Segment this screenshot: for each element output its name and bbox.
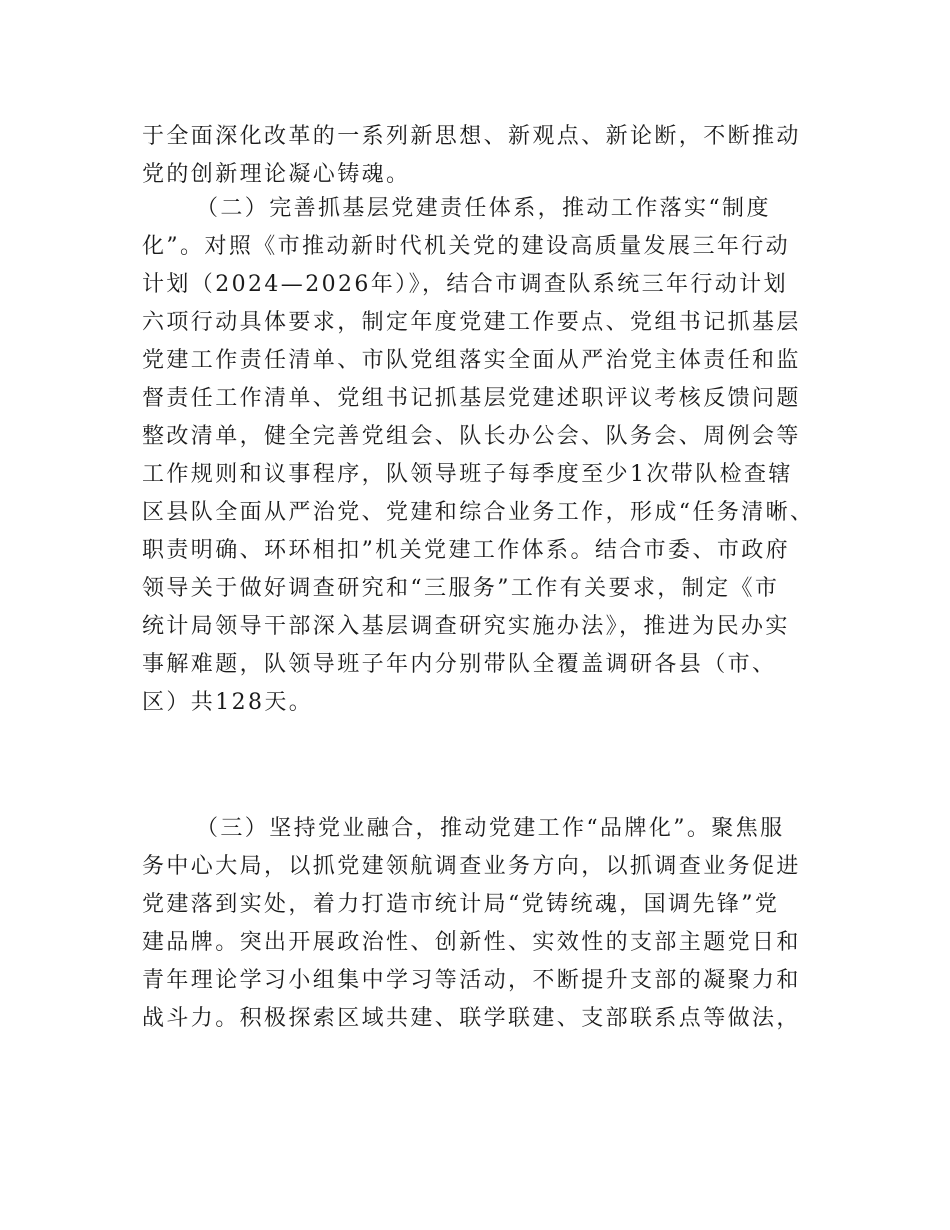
paragraph-section-three <box>142 810 822 1038</box>
paragraph-line: 区县队全面从严治党、党建和综合业务工作，形成“任务清晰、 <box>142 500 815 525</box>
paragraph-line: 务中心大局，以抓党建领航调查业务方向，以抓调查业务促进 <box>142 854 801 879</box>
paragraph-line: 青年理论学习小组集中学习等活动，不断提升支部的凝聚力和 <box>142 968 801 993</box>
paragraph-line: 于全面深化改革的一系列新思想、新观点、新论断，不断推动 <box>142 124 801 149</box>
paragraph-line: 化”。对照《市推动新时代机关党的建设高质量发展三年行动 <box>142 234 791 259</box>
paragraph-line: 工作规则和议事程序，队领导班子每季度至少1次带队检查辖 <box>142 462 793 487</box>
paragraph-line: 督责任工作清单、党组书记抓基层党建述职评议考核反馈问题 <box>142 386 801 411</box>
paragraph-line: 整改清单，健全完善党组会、队长办公会、队务会、周例会等 <box>142 424 801 449</box>
paragraph-line: 党建工作责任清单、市队党组落实全面从严治党主体责任和监 <box>142 348 801 373</box>
paragraph-line: 建品牌。突出开展政治性、创新性、实效性的支部主题党日和 <box>142 930 801 955</box>
paragraph-line: 战斗力。积极探索区域共建、联学联建、支部联系点等做法， <box>142 1006 801 1031</box>
paragraph-line: 党的创新理论凝心铸魂。 <box>142 162 411 187</box>
paragraph-line: 事解难题，队领导班子年内分别带队全覆盖调研各县（市、 <box>142 652 777 677</box>
paragraph-line: 领导关于做好调查研究和“三服务”工作有关要求，制定《市 <box>142 576 780 601</box>
paragraph-line: 六项行动具体要求，制定年度党建工作要点、党组书记抓基层 <box>142 310 801 335</box>
paragraph-line: 统计局领导干部深入基层调查研究实施办法》，推进为民办实 <box>142 614 790 639</box>
paragraph-line: 职责明确、环环相扣”机关党建工作体系。结合市委、市政府 <box>142 538 791 563</box>
paragraph-line: 区）共128天。 <box>142 690 314 715</box>
paragraph-section-two <box>142 190 822 722</box>
paragraph-continuation <box>142 118 822 194</box>
paragraph-line: 计划（2024—2026年）》，结合市调查队系统三年行动计划 <box>142 272 788 297</box>
section-heading-line: （三）坚持党业融合，推动党建工作“品牌化”。聚焦服 <box>196 816 785 841</box>
paragraph-line: 党建落到实处，着力打造市统计局“党铸统魂，国调先锋”党 <box>142 892 780 917</box>
section-heading-line: （二）完善抓基层党建责任体系，推动工作落实“制度 <box>196 196 771 221</box>
